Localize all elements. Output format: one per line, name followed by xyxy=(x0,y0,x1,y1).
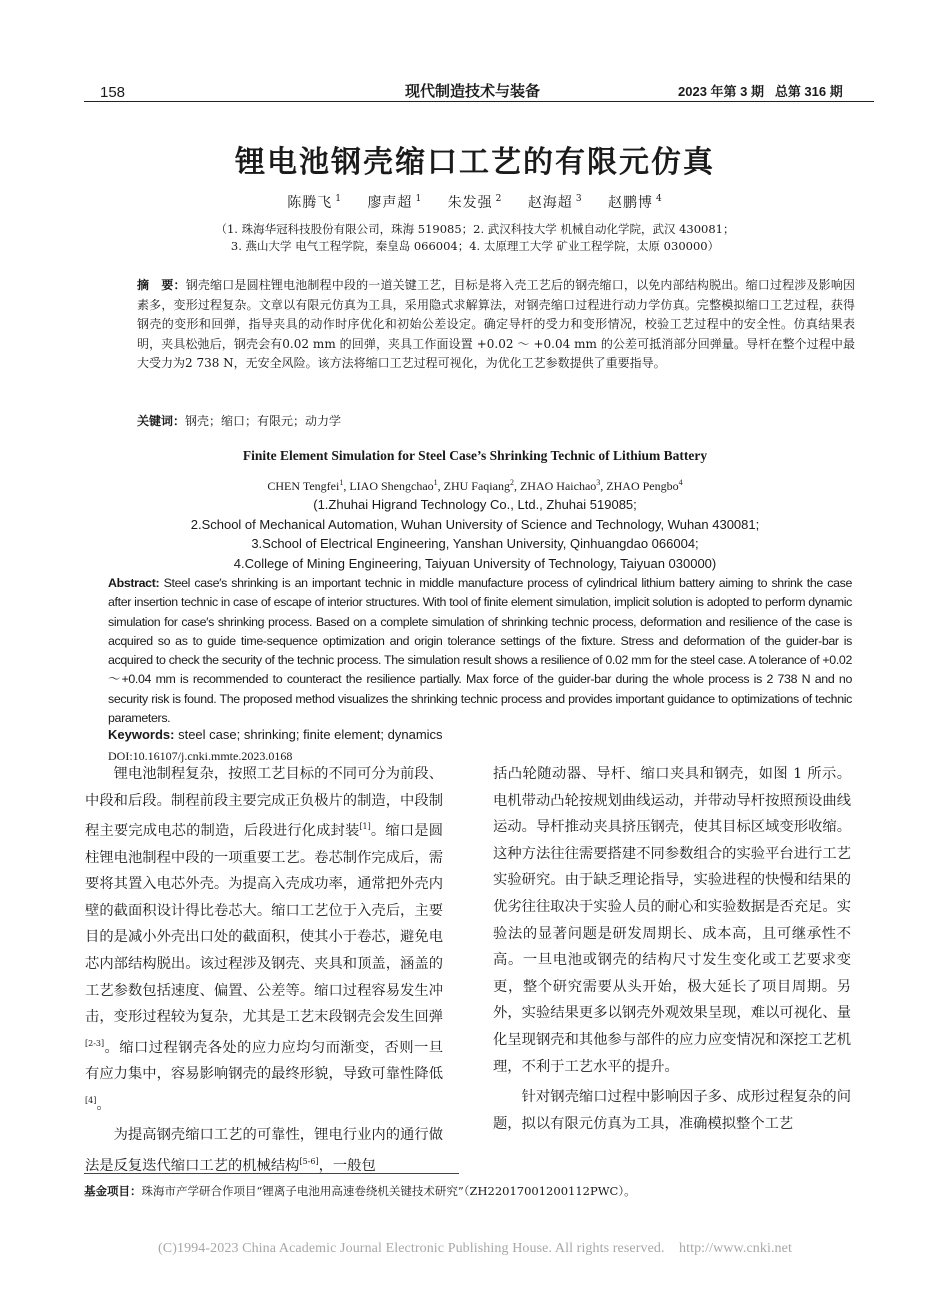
keywords-cn xyxy=(137,412,341,429)
author-cn-sup: 1 xyxy=(415,194,423,205)
author-en-name: CHEN Tengfei xyxy=(267,479,340,493)
citation: [4] xyxy=(85,1095,97,1105)
authors-cn xyxy=(0,192,950,212)
author-cn xyxy=(608,195,663,211)
footnote-text: 珠海市产学研合作项目“锂离子电池用高速卷绕机关键技术研究”（ZH22017001200112PWC）。 xyxy=(141,1184,636,1198)
doi: DOI:10.16107/j.cnki.mmte.2023.0168 xyxy=(108,749,293,763)
authors-en: CHEN Tengfei$^1$, LIAO Shengchao$^1$, ZHU Faqiang$^2$, ZHAO Haichao$^3$, ZHAO Pengbo$^4$ xyxy=(267,478,683,493)
author-en-name: ZHAO Pengbo xyxy=(606,479,679,493)
keywords-en-label: Keywords: xyxy=(108,727,175,742)
keywords-en xyxy=(108,727,443,742)
body-paragraph xyxy=(85,1122,443,1179)
abstract-en-label: Abstract: xyxy=(108,576,160,590)
author-cn-name: 陈腾飞 xyxy=(287,195,333,211)
body-text: 。缩口是圆柱锂电池制程中段的一项重要工艺。卷芯制作完成后，需要将其置入电芯外壳。为提高入壳成功率，通常把外壳内壁的截面积设计得比卷芯大。缩口工艺位于入壳后，主要目的是减小外壳出口处的截面积，使其小于卷芯，避免电芯内部结构脱出。该过程涉及钢壳、夹具和顶盖，涵盖的工艺参数包括速度、偏置、公差等。缩口过程容易发生冲击，变形过程较为复杂，尤其是工艺末段钢壳会发生回弹 xyxy=(85,822,444,1026)
author-cn-sup: 3 xyxy=(575,194,583,205)
author-cn-name: 廖声超 xyxy=(367,195,413,211)
paper-title: 锂电池钢壳缩口工艺的有限元仿真 xyxy=(235,145,715,180)
author-cn-sup: 2 xyxy=(495,194,503,205)
author-cn-name: 朱发强 xyxy=(447,195,493,211)
author-en-sup: 2 xyxy=(509,478,514,487)
footnote xyxy=(84,1183,636,1199)
author-cn-name: 赵鹏博 xyxy=(608,195,653,211)
author-en-sup: 1 xyxy=(433,478,438,487)
author-en-name: LIAO Shengchao xyxy=(349,479,434,493)
author-cn-sup: 1 xyxy=(335,194,342,205)
keywords-cn-label: 关键词： xyxy=(137,414,186,428)
affiliation-en: 2.School of Mechanical Automation, Wuhan University of Science and Technology, Wuhan 430081; xyxy=(190,517,760,532)
body-paragraph: 括凸轮随动器、导杆、缩口夹具和钢壳，如图 1 所示。电机带动凸轮按规划曲线运动，并带动导杆按照预设曲线运动。导杆推动夹具挤压钢壳，使其目标区域变形收缩。这种方法往往需要搭建不同参数组合的实验平台进行工艺实验研究。由于缺乏理论指导，实验进程的快慢和结果的优劣往往取决于实验人员的耐心和实验数据是否充足。实验法的显著问题是研发周期长、成本高，且可继承性不高。一旦电池或钢壳的结构尺寸发生变化或工艺要求变更，整个研究需要从头开始，极大延长了项目周期。另外，实验结果更多以钢壳外观效果呈现，难以可视化、量化呈现钢壳和其他参与部件的应力应变情况和深挖工艺机理，不利于工艺水平的提升。 xyxy=(493,766,851,1075)
footnote-label: 基金项目： xyxy=(84,1184,142,1198)
issue-info: 2023 年第 3 期 总第 316 期 xyxy=(678,84,843,99)
keywords-en-text: steel case; shrinking; finite element; dynamics xyxy=(178,727,443,742)
author-en-sup: 1 xyxy=(339,478,344,487)
copyright-line: (C)1994-2023 China Academic Journal Electronic Publishing House. All rights reserved. http://www.cnki.net xyxy=(158,1241,792,1256)
citation: [2-3] xyxy=(85,1038,105,1048)
paper-title-en: Finite Element Simulation for Steel Case’s Shrinking Technic of Lithium Battery xyxy=(242,448,708,463)
body-paragraph xyxy=(85,761,443,1118)
affiliation-en: 3.School of Electrical Engineering, Yanshan University, Qinhuangdao 066004; xyxy=(251,536,699,551)
affiliation-en: 4.College of Mining Engineering, Taiyuan University of Technology, Taiyuan 030000) xyxy=(233,556,717,571)
author-cn xyxy=(448,195,503,211)
author-cn-name: 赵海超 xyxy=(527,195,573,211)
author-en-name: ZHU Faqiang xyxy=(443,479,510,493)
author-cn xyxy=(367,195,422,211)
abstract-en-text: Steel case′s shrinking is an important technic in middle manufacture process of cylindrical lithium battery aiming to shrink the case after insertion technic in case of escape of interior structures. With tool of finite element simulation, implicit solution is adopted to perform dynamic simulation for case′s shrinking process. Based on a complete simulation of shrinking technic process, deformation and resilience of the case is acquired so as to guide time-sequence optimization and origin tolerance settings of the fixture. Stress and deformation of the guider-bar is acquired to check the security of the technic process. The simulation result shows a resilience of 0.02 mm for the steel case. A tolerance of +0.02～+0.04 mm is recommended to counteract the resilience partially. Max force of the guider-bar during the whole process is 2 738 N and no security risk is found. The proposed method visualizes the shrinking technic process and provides important guidance to optimizations of technic parameters. xyxy=(108,576,853,726)
abstract-cn xyxy=(137,276,855,374)
header-rule xyxy=(84,101,874,102)
body-text: 为提高钢壳缩口工艺的可靠性，锂电行业内的通行做法是反复迭代缩口工艺的机械结构 xyxy=(85,1127,443,1174)
footnote-rule xyxy=(84,1173,459,1174)
abstract-cn-label: 摘 要： xyxy=(137,278,186,292)
citation: [5-6] xyxy=(299,1156,319,1166)
abstract-en xyxy=(108,574,852,728)
affiliation-cn: 3. 燕山大学 电气工程学院，秦皇岛 066004；4. 太原理工大学 矿业工程学院，太原 030000） xyxy=(230,239,720,253)
abstract-cn-text: 钢壳缩口是圆柱锂电池制程中段的一道关键工艺，目标是将入壳工艺后的钢壳缩口，以免内部结构脱出。缩口过程涉及影响因素多，变形过程复杂。文章以有限元仿真为工具，采用隐式求解算法，对钢壳缩口过程进行动力学仿真。完整模拟缩口工艺过程，获得钢壳的变形和回弹，指导夹具的动作时序优化和初始公差设定。确定导杆的受力和变形情况，校验工艺过程中的安全性。仿真结果表明，夹具松弛后，钢壳会有0.02 mm 的回弹，夹具工作面设置 +0.02 ～ +0.04 mm 的公差可抵消部分回弹量。导杆在整个过程中最大受力为2 738 N，无安全风险。该方法将缩口工艺过程可视化，为优化工艺参数提供了重要指导。 xyxy=(137,278,855,371)
keywords-cn-text: 钢壳；缩口；有限元；动力学 xyxy=(185,414,342,428)
body-column-right xyxy=(493,761,851,1137)
body-text: 。 xyxy=(96,1096,111,1113)
author-cn xyxy=(528,195,583,211)
body-text: 。缩口过程钢壳各处的应力应均匀而渐变，否则一旦有应力集中，容易影响钢壳的最终形貌，导致可靠性降低 xyxy=(85,1039,443,1083)
affiliation-cn: （1. 珠海华冠科技股份有限公司，珠海 519085；2. 武汉科技大学 机械自动化学院，武汉 430081； xyxy=(215,222,735,236)
body-text: 锂电池制程复杂，按照工艺目标的不同可分为前段、中段和后段。制程前段主要完成正负极片的制造，中段制程主要完成电芯的制造，后段进行化成封装 xyxy=(85,766,443,839)
author-cn xyxy=(287,195,342,211)
author-en-sup: 4 xyxy=(678,478,683,487)
author-cn-sup: 4 xyxy=(656,194,663,205)
journal-name: 现代制造技术与装备 xyxy=(405,82,541,100)
author-en-sup: 3 xyxy=(596,478,601,487)
body-text: ，一般包 xyxy=(318,1157,376,1174)
page-number: 158 xyxy=(100,84,126,101)
citation: [1] xyxy=(359,822,371,832)
author-en-name: ZHAO Haichao xyxy=(519,479,597,493)
body-column-left xyxy=(85,761,443,1179)
affiliation-en: (1.Zhuhai Higrand Technology Co., Ltd., Zhuhai 519085; xyxy=(313,497,637,512)
body-paragraph: 针对钢壳缩口过程中影响因子多、成形过程复杂的问题，拟以有限元仿真为工具，准确模拟整个工艺 xyxy=(493,1089,851,1132)
